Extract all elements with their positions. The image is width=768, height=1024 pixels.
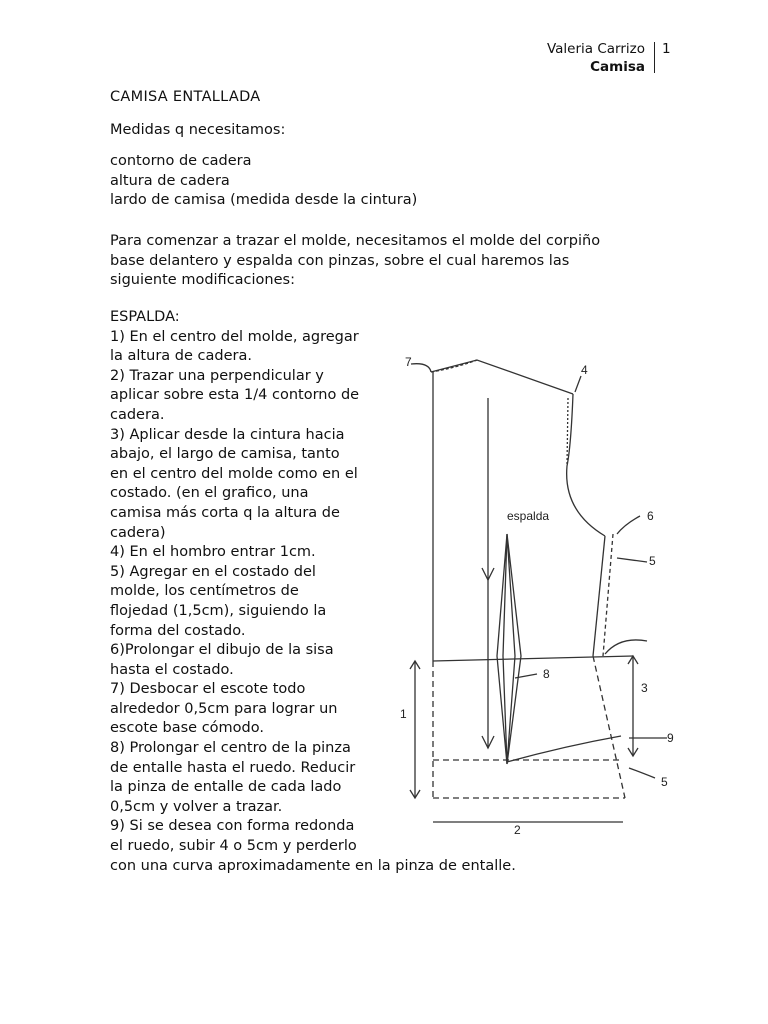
waist-line: [433, 656, 633, 661]
pattern-diagram: [385, 336, 695, 846]
step-line: alrededor 0,5cm para lograr un: [110, 700, 338, 717]
step-line: de entalle hasta el ruedo. Reducir: [110, 759, 356, 776]
step-line: 4) En el hombro entrar 1cm.: [110, 544, 316, 561]
step-line: 2) Trazar una perpendicular y: [110, 367, 324, 384]
measure-item: altura de cadera: [110, 172, 230, 189]
armhole-curve: [567, 394, 605, 536]
step-line: flojedad (1,5cm), siguiendo la: [110, 602, 327, 619]
step-line: camisa más corta q la altura de: [110, 504, 340, 521]
step-line: 1) En el centro del molde, agregar: [110, 328, 359, 345]
step-line: 6)Prolongar el dibujo de la sisa: [110, 642, 334, 659]
step-line: 3) Aplicar desde la cintura hacia: [110, 426, 345, 443]
step-line: cadera): [110, 524, 166, 541]
side-seam: [593, 536, 605, 656]
header-divider: [654, 42, 655, 73]
diagram-label-6: 6: [647, 509, 654, 523]
header-document-title: Camisa: [590, 59, 645, 75]
diagram-label-3: 3: [641, 681, 648, 695]
paragraph-line: Para comenzar a trazar el molde, necesitamos el molde del corpiño: [110, 233, 601, 249]
step-line: hasta el costado.: [110, 661, 234, 678]
step-line: cadera.: [110, 406, 165, 423]
armhole-dashed: [567, 398, 568, 466]
measure-item: lardo de camisa (medida desde la cintura): [110, 192, 418, 209]
shoulder-line: [431, 360, 573, 394]
page-title: CAMISA ENTALLADA: [110, 89, 261, 105]
step-line: aplicar sobre esta 1/4 contorno de: [110, 387, 360, 404]
pointer-5-upper: [617, 558, 647, 562]
step-line: 8) Prolongar el centro de la pinza: [110, 740, 351, 757]
back-pattern-drawing: [385, 336, 695, 846]
page-number: 1: [662, 41, 671, 57]
diagram-label-2: 2: [514, 823, 521, 837]
step-line: con una curva aproximadamente en la pinza de entalle.: [110, 857, 516, 874]
pattern-outline: [410, 360, 667, 822]
step-line: abajo, el largo de camisa, tanto: [110, 446, 340, 463]
step-line: 0,5cm y volver a trazar.: [110, 798, 283, 815]
pointer-5-lower: [629, 768, 655, 778]
pointer-6: [617, 516, 640, 534]
diagram-label-9: 9: [667, 731, 674, 745]
step-line: 7) Desbocar el escote todo: [110, 681, 306, 698]
step-line: costado. (en el grafico, una: [110, 485, 309, 502]
diagram-label-4: 4: [581, 363, 588, 377]
diagram-label-5-lower: 5: [661, 775, 668, 789]
step-line: en el centro del molde como en el: [110, 465, 358, 482]
step-line: forma del costado.: [110, 622, 246, 639]
pointer-4: [575, 376, 581, 392]
side-seam-ease: [603, 534, 613, 656]
step-line: la pinza de entalle de cada lado: [110, 779, 342, 796]
step-line: escote base cómodo.: [110, 720, 264, 737]
paragraph-line: base delantero y espalda con pinzas, sobre el cual haremos las: [110, 252, 570, 269]
diagram-label-5: 5: [649, 554, 656, 568]
side-extension: [593, 656, 625, 798]
section-heading: ESPALDA:: [110, 309, 180, 325]
diagram-label-8: 8: [543, 667, 550, 681]
pointer-waist: [605, 640, 647, 654]
header-author: Valeria Carrizo: [546, 41, 645, 57]
step-line: molde, los centímetros de: [110, 583, 299, 600]
curved-hem: [507, 736, 621, 762]
diagram-piece-label: espalda: [507, 509, 550, 523]
measures-list: [110, 152, 417, 211]
step-line: 9) Si se desea con forma redonda: [110, 818, 355, 835]
diagram-label-1: 1: [400, 707, 407, 721]
step-line: 5) Agregar en el costado del: [110, 563, 316, 580]
pointer-7: [411, 364, 431, 372]
step-line: la altura de cadera.: [110, 348, 252, 365]
paragraph-line: siguiente modificaciones:: [110, 272, 295, 289]
step-line: el ruedo, subir 4 o 5cm y perderlo: [110, 838, 357, 855]
measure-item: contorno de cadera: [110, 153, 252, 169]
intro-paragraph: [110, 232, 600, 291]
diagram-label-7: 7: [405, 355, 412, 369]
intro-text: Medidas q necesitamos:: [110, 122, 286, 138]
